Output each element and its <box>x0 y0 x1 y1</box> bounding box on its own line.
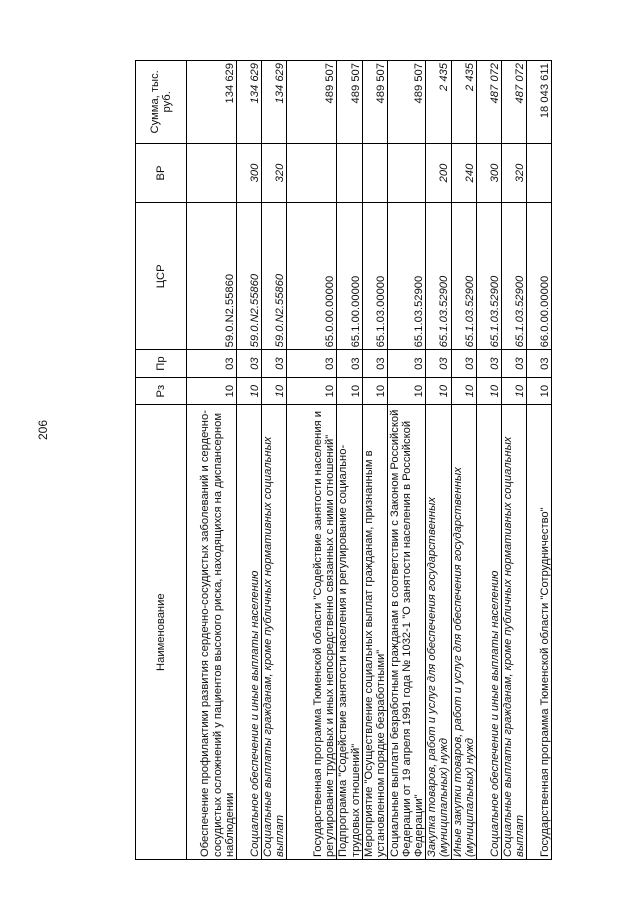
row-name: Подпрограмма "Содействие занятости населения и регулирование социально-трудовых отношений" <box>337 405 362 860</box>
row-pr: 03 <box>262 350 287 378</box>
row-vr: 240 <box>451 143 476 203</box>
row-vr <box>187 143 237 203</box>
row-rz: 10 <box>337 377 362 405</box>
row-name: Иные закупки товаров, работ и услуг для обеспечения государственных (муниципальных) нужд <box>451 405 476 860</box>
row-csr: 59.0.N2.55860 <box>262 203 287 350</box>
row-pr: 03 <box>477 350 502 378</box>
budget-table-sheet <box>135 60 552 860</box>
row-pr: 03 <box>362 350 387 378</box>
row-rz: 10 <box>362 377 387 405</box>
table-row <box>187 61 237 860</box>
row-csr: 65.1.03.52900 <box>477 203 502 350</box>
row-sum: 2 435 <box>451 61 476 144</box>
header-vr: ВР <box>136 143 187 203</box>
row-name: Обеспечение профилактики развития сердечно-сосудистых заболеваний и сердечно-сосудистых осложнений у пациентов высокого риска, находящихся на диспансерном наблюдении <box>187 405 237 860</box>
row-csr: 65.1.03.52900 <box>388 203 426 350</box>
row-name: Социальные выплаты гражданам, кроме публичных нормативных социальных выплат <box>262 405 287 860</box>
row-sum: 134 629 <box>262 61 287 144</box>
row-rz: 10 <box>502 377 527 405</box>
row-vr <box>388 143 426 203</box>
row-rz: 10 <box>237 377 262 405</box>
row-pr: 03 <box>287 350 337 378</box>
row-csr: 66.0.00.00000 <box>527 203 552 350</box>
table-row <box>337 61 362 860</box>
row-rz: 10 <box>477 377 502 405</box>
row-csr: 59.0.N2.55860 <box>237 203 262 350</box>
row-pr: 03 <box>502 350 527 378</box>
row-rz: 10 <box>187 377 237 405</box>
table-row <box>237 61 262 860</box>
row-csr: 65.0.00.00000 <box>287 203 337 350</box>
row-pr: 03 <box>237 350 262 378</box>
table-row <box>451 61 476 860</box>
row-pr: 03 <box>388 350 426 378</box>
table-row <box>477 61 502 860</box>
row-csr: 65.1.00.00000 <box>337 203 362 350</box>
row-name: Социальные выплаты гражданам, кроме публичных нормативных социальных выплат <box>502 405 527 860</box>
row-sum: 2 435 <box>426 61 451 144</box>
row-csr: 59.0.N2.55860 <box>187 203 237 350</box>
row-csr: 65.1.03.52900 <box>451 203 476 350</box>
row-vr <box>527 143 552 203</box>
table-row <box>527 61 552 860</box>
row-vr: 320 <box>262 143 287 203</box>
row-rz: 10 <box>287 377 337 405</box>
row-sum: 487 072 <box>502 61 527 144</box>
table-row <box>426 61 451 860</box>
header-pr: Пр <box>136 350 187 378</box>
row-sum: 487 072 <box>477 61 502 144</box>
table-row <box>362 61 387 860</box>
table-row <box>388 61 426 860</box>
page-number: 206 <box>36 419 50 441</box>
row-vr: 320 <box>502 143 527 203</box>
row-rz: 10 <box>262 377 287 405</box>
row-pr: 03 <box>426 350 451 378</box>
row-pr: 03 <box>451 350 476 378</box>
row-rz: 10 <box>527 377 552 405</box>
header-rz: Рз <box>136 377 187 405</box>
row-name: Закупка товаров, работ и услуг для обеспечения государственных (муниципальных) нужд <box>426 405 451 860</box>
row-pr: 03 <box>337 350 362 378</box>
table-row <box>502 61 527 860</box>
row-vr: 300 <box>237 143 262 203</box>
row-vr <box>287 143 337 203</box>
row-sum: 134 629 <box>187 61 237 144</box>
row-pr: 03 <box>527 350 552 378</box>
row-vr <box>337 143 362 203</box>
row-csr: 65.1.03.52900 <box>502 203 527 350</box>
row-name: Государственная программа Тюменской области "Содействие занятости населения и регулирование трудовых и иных непосредственно связанных с ними отношений" <box>287 405 337 860</box>
row-name: Социальные выплаты безработным гражданам в соответствии с Законом Российской Федерации от 19 апреля 1991 года № 1032-1 "О занятости населения в Российской Федерации" <box>388 405 426 860</box>
row-pr: 03 <box>187 350 237 378</box>
header-csr: ЦСР <box>136 203 187 350</box>
row-sum: 489 507 <box>287 61 337 144</box>
row-name: Социальное обеспечение и иные выплаты населению <box>237 405 262 860</box>
row-sum: 489 507 <box>388 61 426 144</box>
row-vr <box>362 143 387 203</box>
row-rz: 10 <box>451 377 476 405</box>
row-csr: 65.1.03.52900 <box>426 203 451 350</box>
row-name: Социальное обеспечение и иные выплаты населению <box>477 405 502 860</box>
row-rz: 10 <box>426 377 451 405</box>
row-sum: 134 629 <box>237 61 262 144</box>
budget-table <box>135 60 552 860</box>
header-name: Наименование <box>136 405 187 860</box>
row-csr: 65.1.03.00000 <box>362 203 387 350</box>
row-vr: 300 <box>477 143 502 203</box>
row-vr: 200 <box>426 143 451 203</box>
row-rz: 10 <box>388 377 426 405</box>
table-row <box>287 61 337 860</box>
row-sum: 18 043 611 <box>527 61 552 144</box>
row-sum: 489 507 <box>337 61 362 144</box>
table-row <box>262 61 287 860</box>
header-sum: Сумма, тыс. руб. <box>136 61 187 144</box>
table-header-row <box>136 61 187 860</box>
row-name: Государственная программа Тюменской области "Сотрудничество" <box>527 405 552 860</box>
row-sum: 489 507 <box>362 61 387 144</box>
row-name: Мероприятие "Осуществление социальных выплат гражданам, признанным в установленном порядке безработными" <box>362 405 387 860</box>
